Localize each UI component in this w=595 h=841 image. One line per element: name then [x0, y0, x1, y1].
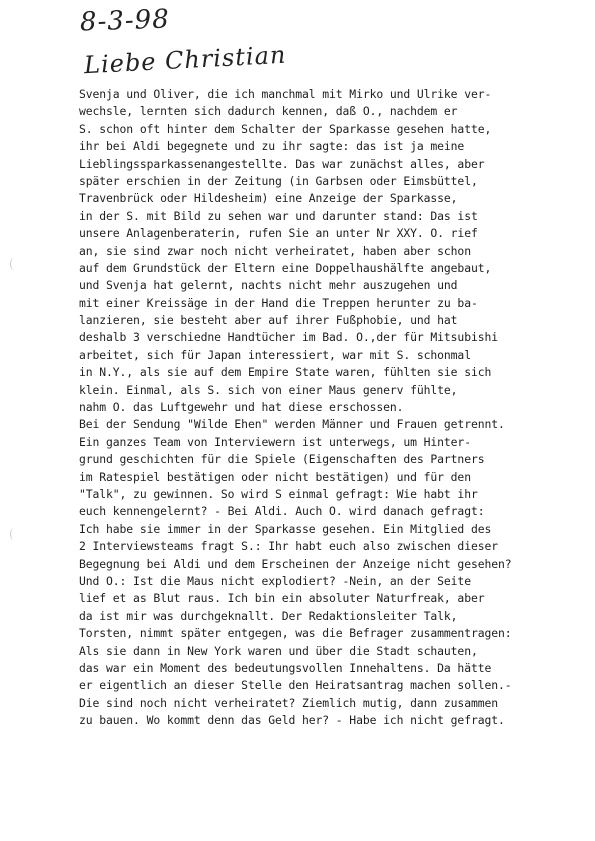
typed-letter-body	[79, 86, 579, 729]
text-line: da ist mir was durchgeknallt. Der Redaktionsleiter Talk,	[79, 608, 458, 623]
text-line: später erschien in der Zeitung (in Garbsen oder Eimsbüttel,	[79, 173, 478, 188]
text-line: Lieblingssparkassenangestellte. Das war zunächst alles, aber	[79, 156, 485, 171]
text-line: Und O.: Ist die Maus nicht explodiert? -Nein, an der Seite	[79, 573, 471, 588]
text-line: ihr bei Aldi begegnete und zu ihr sagte: das ist ja meine	[79, 139, 465, 154]
text-line: Travenbrück oder Hildesheim) eine Anzeige der Sparkasse,	[79, 191, 458, 206]
text-line: an, sie sind zwar noch nicht verheiratet, haben aber schon	[79, 243, 471, 258]
text-line: zu bauen. Wo kommt denn das Geld her? - Habe ich nicht gefragt.	[79, 713, 505, 728]
text-line: in N.Y., als sie auf dem Empire State waren, fühlten sie sich	[79, 365, 492, 380]
text-line: lief et as Blut raus. Ich bin ein absoluter Naturfreak, aber	[79, 591, 485, 606]
text-line: Ein ganzes Team von Interviewern ist unterwegs, um Hinter-	[79, 434, 471, 449]
text-line: euch kennengelernt? - Bei Aldi. Auch O. wird danach gefragt:	[79, 504, 485, 519]
handwritten-date: 8-3-98	[79, 4, 171, 38]
text-line: S. schon oft hinter dem Schalter der Sparkasse gesehen hatte,	[79, 121, 492, 136]
text-line: "Talk", zu gewinnen. So wird S einmal gefragt: Wie habt ihr	[79, 486, 478, 501]
text-line: Bei der Sendung "Wilde Ehen" werden Männer und Frauen getrennt.	[79, 417, 505, 432]
text-line: Ich habe sie immer in der Sparkasse gesehen. Ein Mitglied des	[79, 521, 492, 536]
text-line: lanzieren, sie besteht aber auf ihrer Fußphobie, und hat	[79, 313, 458, 328]
text-line: Begegnung bei Aldi und dem Erscheinen der Anzeige nicht gesehen?	[79, 556, 512, 571]
handwritten-greeting: Liebe Christian	[83, 40, 287, 80]
text-line: Svenja und Oliver, die ich manchmal mit Mirko und Ulrike ver-	[79, 87, 492, 101]
text-line: deshalb 3 verschiedne Handtücher im Bad. O.,der für Mitsubishi	[79, 330, 498, 345]
text-line: grund geschichten für die Spiele (Eigenschaften des Partners	[79, 452, 485, 467]
punch-hole-mark	[10, 258, 18, 270]
text-line: nahm O. das Luftgewehr und hat diese erschossen.	[79, 400, 404, 415]
text-line: mit einer Kreissäge in der Hand die Treppen herunter zu ba-	[79, 295, 478, 310]
text-line: in der S. mit Bild zu sehen war und darunter stand: Das ist	[79, 208, 478, 223]
text-line: Die sind noch nicht verheiratet? Ziemlich mutig, dann zusammen	[79, 695, 498, 710]
text-line: wechsle, lernten sich dadurch kennen, daß O., nachdem er	[79, 104, 458, 119]
text-line: Als sie dann in New York waren und über die Stadt schauten,	[79, 643, 478, 658]
text-line: er eigentlich an dieser Stelle den Heiratsantrag machen sollen.-	[79, 678, 512, 693]
text-line: 2 Interviewsteams fragt S.: Ihr habt euch also zwischen dieser	[79, 539, 498, 554]
text-line: unsere Anlagenberaterin, rufen Sie an unter Nr XXY. O. rief	[79, 226, 478, 241]
text-line: das war ein Moment des bedeutungsvollen Innehaltens. Da hätte	[79, 660, 492, 675]
text-line: Torsten, nimmt später entgegen, was die Befrager zusammentragen:	[79, 626, 512, 641]
text-line: arbeitet, sich für Japan interessiert, war mit S. schonmal	[79, 347, 471, 362]
text-line: im Ratespiel bestätigen oder nicht bestätigen) und für den	[79, 469, 471, 484]
text-line: klein. Einmal, als S. sich von einer Maus generv fühlte,	[79, 382, 458, 397]
text-line: auf dem Grundstück der Eltern eine Doppelhaushälfte angebaut,	[79, 260, 492, 275]
punch-hole-mark	[10, 528, 18, 540]
text-line: und Svenja hat gelernt, nachts nicht mehr auszugehen und	[79, 278, 458, 293]
